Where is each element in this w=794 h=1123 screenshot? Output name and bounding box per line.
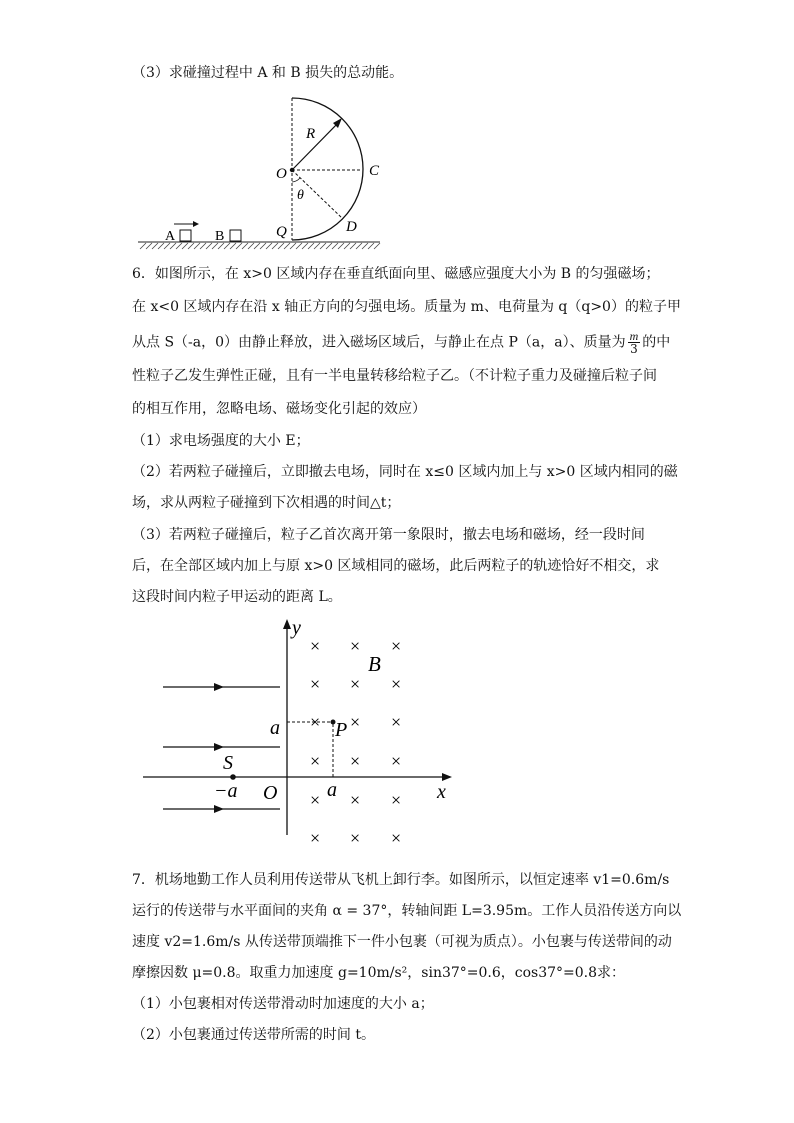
field-cross: × xyxy=(350,828,361,848)
field-cross: × xyxy=(350,712,361,732)
label-x: x xyxy=(437,781,446,803)
field-cross: × xyxy=(391,636,402,656)
q7-line-4: 摩擦因数 μ=0.8。取重力加速度 g=10m/s²，sin37°=0.6，cos37°=0.8求： xyxy=(132,965,626,981)
label-theta: θ xyxy=(297,188,304,203)
label-a-y: a xyxy=(270,717,280,739)
label-A: A xyxy=(165,229,176,244)
label-O: O xyxy=(276,166,287,182)
label-B: B xyxy=(215,229,225,244)
y-axis-arrowhead xyxy=(283,619,291,629)
field-cross: × xyxy=(310,751,321,771)
q7-part1: （1）小包裹相对传送带滑动时加速度的大小 a； xyxy=(132,996,434,1012)
q6-part3-line2: 后，在全部区域内加上与原 x>0 区域相同的磁场，此后两粒子的轨迹恰好不相交，求 xyxy=(132,558,660,574)
q6-part3-line1: （3）若两粒子碰撞后，粒子乙首次离开第一象限时，撤去电场和磁场，经一段时间 xyxy=(132,527,645,543)
label-Q: Q xyxy=(276,224,287,240)
field-cross: × xyxy=(350,790,361,810)
field-cross: × xyxy=(391,828,402,848)
label-S: S xyxy=(223,752,233,774)
fraction-numerator: m xyxy=(629,329,639,343)
q6-line-3a: 从点 S（-a，0）由静止释放，进入磁场区域后，与静止在点 P（a，a）、质量为 xyxy=(132,334,626,351)
label-P: P xyxy=(335,719,348,741)
field-cross: × xyxy=(310,790,321,810)
field-cross: × xyxy=(391,712,402,732)
label-neg-a: −a xyxy=(214,780,238,802)
label-y: y xyxy=(292,617,301,639)
field-cross: × xyxy=(391,751,402,771)
field-arrowhead-1 xyxy=(214,683,224,691)
field-arrowhead-2 xyxy=(214,743,224,751)
point-S xyxy=(230,774,236,780)
field-cross: × xyxy=(310,828,321,848)
field-cross: × xyxy=(350,674,361,694)
q6-part2-line1: （2）若两粒子碰撞后，立即撤去电场，同时在 x≤0 区域内加上与 x>0 区域内相同的磁 xyxy=(132,464,678,480)
q6-part1: （1）求电场强度的大小 E； xyxy=(132,433,310,449)
field-cross: × xyxy=(310,636,321,656)
fraction-denominator: 3 xyxy=(630,342,638,356)
q5-part3-text: （3）求碰撞过程中 A 和 B 损失的总动能。 xyxy=(132,65,404,81)
label-D: D xyxy=(346,219,357,235)
q6-line-3b: 的中 xyxy=(642,334,671,351)
q6-line-2: 在 x<0 区域内存在沿 x 轴正方向的匀强电场。质量为 m、电荷量为 q（q>0）的粒子甲 xyxy=(132,299,681,315)
q6-part3-line3: 这段时间内粒子甲运动的距离 L。 xyxy=(132,589,342,605)
field-cross: × xyxy=(350,751,361,771)
q7-line-1: 7．机场地勤工作人员利用传送带从飞机上卸行李。如图所示，以恒定速率 v1=0.6m/s xyxy=(132,872,670,888)
label-B-field: B xyxy=(368,652,381,676)
label-C: C xyxy=(369,163,380,179)
label-a-x: a xyxy=(327,779,337,801)
field-cross: × xyxy=(391,674,402,694)
field-arrowhead-3 xyxy=(214,805,224,813)
q6-line-5: 的相互作用，忽略电场、磁场变化引起的效应） xyxy=(132,401,426,417)
q6-line-4: 性粒子乙发生弹性正碰，且有一半电量转移给粒子乙。（不计粒子重力及碰撞后粒子间 xyxy=(132,368,657,384)
label-R: R xyxy=(306,126,316,142)
q6-line-1: 6．如图所示，在 x>0 区域内存在垂直纸面向里、磁感应强度大小为 B 的匀强磁场； xyxy=(132,266,660,282)
q7-line-3: 速度 v2=1.6m/s 从传送带顶端推下一件小包裹（可视为质点）。小包裹与传送带间的动 xyxy=(132,934,672,950)
field-cross: × xyxy=(310,712,321,732)
magnetic-field-crosses xyxy=(310,636,401,848)
field-cross: × xyxy=(391,790,402,810)
x-axis-arrowhead xyxy=(442,773,452,781)
field-cross: × xyxy=(310,674,321,694)
field-cross: × xyxy=(350,636,361,656)
q6-part2-line2: 场，求从两粒子碰撞到下次相遇的时间△t； xyxy=(132,495,401,511)
q7-line-2: 运行的传送带与水平面间的夹角 α = 37°，转轴间距 L=3.95m。工作人员沿传送方向以 xyxy=(132,903,682,919)
label-O-origin: O xyxy=(263,782,278,804)
q7-part2: （2）小包裹通过传送带所需的时间 t。 xyxy=(132,1027,375,1043)
